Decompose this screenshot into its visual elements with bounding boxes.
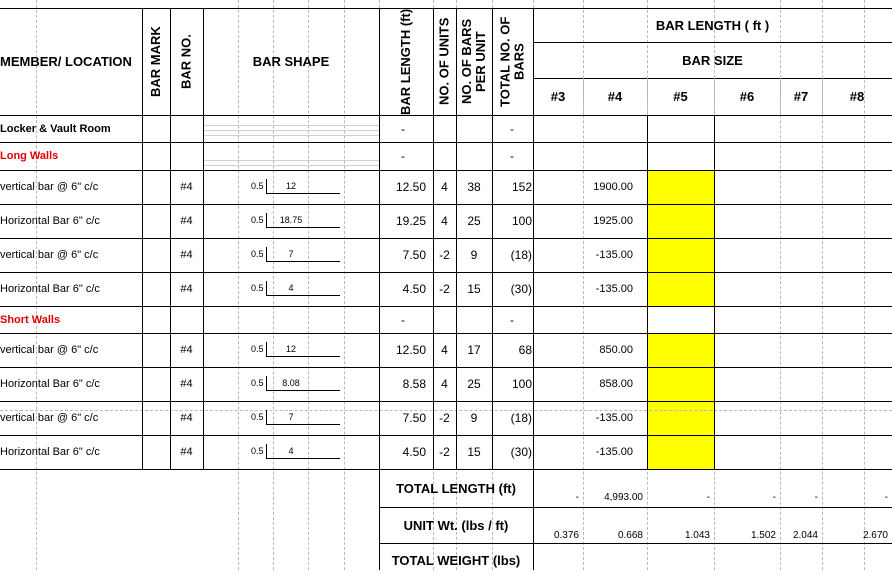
- row-shape-a: 0.5: [251, 378, 264, 388]
- row-shape-base: [266, 424, 340, 425]
- row-shape-a: 0.5: [251, 249, 264, 259]
- unit-weight-5[interactable]: 2.670: [862, 529, 888, 541]
- unit-weight-3[interactable]: 1.502: [750, 529, 776, 541]
- row-member[interactable]: Short Walls: [0, 313, 61, 326]
- grid-line-v: [142, 8, 143, 469]
- header-total-bars[interactable]: TOTAL NO. OF BARS: [497, 16, 527, 107]
- row-member[interactable]: vertical bar @ 6" c/c: [0, 344, 99, 356]
- header-size-no7[interactable]: #7: [793, 89, 809, 104]
- row-member[interactable]: vertical bar @ 6" c/c: [0, 181, 99, 193]
- row-shape-b: 8.08: [282, 378, 300, 388]
- row-shape-base: [266, 295, 340, 296]
- grid-line-h: [203, 135, 379, 136]
- row-units[interactable]: 4: [441, 214, 448, 228]
- row-units[interactable]: -2: [439, 248, 450, 262]
- row-bar-length[interactable]: 19.25: [395, 214, 426, 228]
- header-bar-length-group[interactable]: BAR LENGTH ( ft ): [655, 17, 770, 33]
- row-per-unit[interactable]: 9: [470, 248, 478, 262]
- grid-line-v: [203, 8, 204, 469]
- grid-line-v: [714, 78, 715, 115]
- row-bar-length[interactable]: 12.50: [395, 343, 426, 357]
- row-shape-a: 0.5: [251, 181, 264, 191]
- row-total[interactable]: 68: [518, 343, 532, 357]
- row-member[interactable]: Horizontal Bar 6" c/c: [0, 446, 100, 458]
- header-bars-per-unit[interactable]: NO. OF BARS PER UNIT: [459, 18, 488, 105]
- row-bar-no[interactable]: #4: [180, 446, 193, 458]
- grid-line-h: [379, 543, 892, 544]
- grid-line-h: [0, 435, 892, 436]
- row-bar-no[interactable]: #4: [180, 344, 193, 356]
- header-bar-mark[interactable]: BAR MARK: [148, 26, 163, 97]
- row-length-no4[interactable]: 1925.00: [593, 215, 633, 227]
- row-member[interactable]: Horizontal Bar 6" c/c: [0, 378, 100, 390]
- row-shape-base: [266, 227, 340, 228]
- grid-line-h: [0, 170, 892, 171]
- row-length-no4[interactable]: 1900.00: [593, 181, 633, 193]
- row-per-unit[interactable]: 15: [467, 282, 481, 296]
- row-units[interactable]: 4: [441, 377, 448, 391]
- row-units[interactable]: -2: [439, 282, 450, 296]
- row-shape-base: [266, 390, 340, 391]
- row-shape-b: 4: [288, 446, 294, 456]
- grid-line-v: [492, 8, 493, 469]
- row-bar-no[interactable]: #4: [180, 181, 193, 193]
- row-total[interactable]: (18): [510, 411, 532, 425]
- row-bar-no[interactable]: #4: [180, 412, 193, 424]
- grid-line-h: [533, 8, 892, 9]
- row-bar-length[interactable]: -: [401, 149, 405, 163]
- total-length-3[interactable]: -: [772, 491, 776, 503]
- row-shape-b: 7: [288, 412, 294, 422]
- total-length-5[interactable]: -: [884, 491, 888, 503]
- grid-line-v: [647, 78, 648, 115]
- grid-line-h: [203, 130, 379, 131]
- row-units[interactable]: 4: [441, 343, 448, 357]
- row-total[interactable]: (30): [510, 445, 532, 459]
- row-member[interactable]: Horizontal Bar 6" c/c: [0, 215, 100, 227]
- row-per-unit[interactable]: 15: [467, 445, 481, 459]
- row-shape-base: [266, 193, 340, 194]
- row-total[interactable]: 100: [511, 214, 532, 228]
- row-bar-length[interactable]: 12.50: [395, 180, 426, 194]
- row-shape-a: 0.5: [251, 283, 264, 293]
- header-no-of-units[interactable]: NO. OF UNITS: [436, 17, 452, 106]
- row-shape-base: [266, 458, 340, 459]
- row-bar-length[interactable]: 7.50: [402, 411, 426, 425]
- grid-line-h: [0, 115, 892, 116]
- grid-line-h: [0, 306, 892, 307]
- grid-line-h: [0, 469, 892, 470]
- row-member[interactable]: Long Walls: [0, 150, 59, 162]
- row-shape-b: 12: [285, 344, 296, 354]
- row-bar-length[interactable]: -: [401, 121, 405, 136]
- row-length-no4[interactable]: -135.00: [595, 283, 633, 295]
- grid-line-v: [533, 78, 534, 115]
- row-per-unit[interactable]: 25: [467, 377, 481, 391]
- header-size-no3[interactable]: #3: [550, 89, 566, 104]
- row-total[interactable]: 152: [511, 180, 532, 194]
- grid-line-v: [379, 469, 380, 570]
- row-shape-a: 0.5: [251, 344, 264, 354]
- header-size-no5[interactable]: #5: [673, 89, 688, 104]
- row-length-no4[interactable]: -135.00: [595, 412, 633, 424]
- total-length-1[interactable]: 4,993.00: [604, 491, 643, 503]
- row-per-unit[interactable]: 25: [467, 214, 481, 228]
- row-shape-b: 4: [288, 283, 294, 293]
- total-length-0[interactable]: -: [575, 491, 579, 503]
- grid-line-h: [0, 204, 892, 205]
- grid-line-h: [0, 142, 892, 143]
- row-shape-a: 0.5: [251, 412, 264, 422]
- grid-line-v: [822, 78, 823, 115]
- row-total[interactable]: (18): [510, 248, 532, 262]
- row-member[interactable]: Locker & Vault Room: [0, 122, 111, 135]
- row-per-unit[interactable]: 9: [470, 411, 478, 425]
- header-bar-size[interactable]: BAR SIZE: [682, 52, 743, 68]
- header-bar-length[interactable]: BAR LENGTH (ft): [398, 8, 413, 115]
- grid-line-h: [0, 333, 892, 334]
- row-bar-no[interactable]: #4: [180, 215, 193, 227]
- row-total[interactable]: -: [510, 149, 514, 163]
- header-size-no6[interactable]: #6: [739, 89, 755, 104]
- unit-weight-4[interactable]: 2.044: [792, 529, 818, 541]
- unit-weight-label[interactable]: UNIT Wt. (lbs / ft): [403, 517, 509, 533]
- row-bar-length[interactable]: 4.50: [402, 445, 426, 459]
- total-length-4[interactable]: -: [814, 491, 818, 503]
- row-bar-no[interactable]: #4: [180, 378, 193, 390]
- row-length-no4[interactable]: -135.00: [595, 249, 633, 261]
- total-length-label[interactable]: TOTAL LENGTH (ft): [396, 480, 516, 496]
- header-member-location[interactable]: MEMBER/ LOCATION: [0, 54, 132, 69]
- grid-line-v: [456, 8, 457, 469]
- row-shape-a: 0.5: [251, 215, 264, 225]
- row-member[interactable]: vertical bar @ 6" c/c: [0, 249, 99, 261]
- header-bar-no[interactable]: BAR NO.: [178, 34, 194, 89]
- grid-line-h: [379, 507, 892, 508]
- row-shape-a: 0.5: [251, 446, 264, 456]
- row-units[interactable]: 4: [441, 180, 448, 194]
- grid-line-h: [203, 160, 379, 161]
- grid-line-v: [647, 115, 648, 469]
- header-size-no4[interactable]: #4: [607, 89, 623, 104]
- header-bar-shape[interactable]: BAR SHAPE: [252, 54, 330, 69]
- row-per-unit[interactable]: 17: [467, 343, 481, 357]
- row-length-no4[interactable]: 850.00: [599, 344, 633, 356]
- grid-line-h: [203, 125, 379, 126]
- row-total[interactable]: -: [510, 121, 514, 136]
- row-total[interactable]: -: [510, 312, 514, 327]
- grid-line-h: [533, 42, 892, 43]
- row-bar-no[interactable]: #4: [180, 249, 193, 261]
- unit-weight-2[interactable]: 1.043: [684, 529, 710, 541]
- grid-line-v: [780, 78, 781, 115]
- grid-line-v: [583, 78, 584, 115]
- grid-line-v: [533, 469, 534, 570]
- grid-line-v: [433, 8, 434, 469]
- row-bar-length[interactable]: -: [401, 312, 405, 327]
- row-member[interactable]: vertical bar @ 6" c/c: [0, 412, 99, 424]
- total-weight-label[interactable]: TOTAL WEIGHT (lbs): [391, 552, 521, 568]
- unit-weight-0[interactable]: 0.376: [553, 529, 579, 541]
- grid-line-h: [0, 272, 892, 273]
- row-shape-b: 7: [288, 249, 294, 259]
- grid-line-h: [533, 78, 892, 79]
- grid-line-h: [0, 367, 892, 368]
- total-length-2[interactable]: -: [706, 491, 710, 503]
- row-shape-base: [266, 261, 340, 262]
- row-shape-b: 12: [285, 181, 296, 191]
- row-length-no4[interactable]: -135.00: [595, 446, 633, 458]
- grid-line-h: [0, 401, 892, 402]
- header-size-no8[interactable]: #8: [849, 89, 865, 104]
- row-total[interactable]: 100: [511, 377, 532, 391]
- row-total[interactable]: (30): [510, 282, 532, 296]
- row-bar-length[interactable]: 7.50: [402, 248, 426, 262]
- grid-line-v: [379, 8, 380, 469]
- grid-line-h: [0, 8, 533, 9]
- row-member[interactable]: Horizontal Bar 6" c/c: [0, 283, 100, 295]
- row-units[interactable]: -2: [439, 445, 450, 459]
- grid-line-v: [170, 8, 171, 469]
- grid-line-v: [714, 115, 715, 469]
- row-length-no4[interactable]: 858.00: [599, 378, 633, 390]
- grid-line-h: [203, 165, 379, 166]
- row-shape-b: 18.75: [279, 215, 303, 225]
- row-bar-length[interactable]: 8.58: [402, 377, 426, 391]
- row-per-unit[interactable]: 38: [467, 180, 481, 194]
- row-bar-no[interactable]: #4: [180, 283, 193, 295]
- row-bar-length[interactable]: 4.50: [402, 282, 426, 296]
- unit-weight-1[interactable]: 0.668: [617, 529, 643, 541]
- grid-line-h: [0, 238, 892, 239]
- row-shape-base: [266, 356, 340, 357]
- row-units[interactable]: -2: [439, 411, 450, 425]
